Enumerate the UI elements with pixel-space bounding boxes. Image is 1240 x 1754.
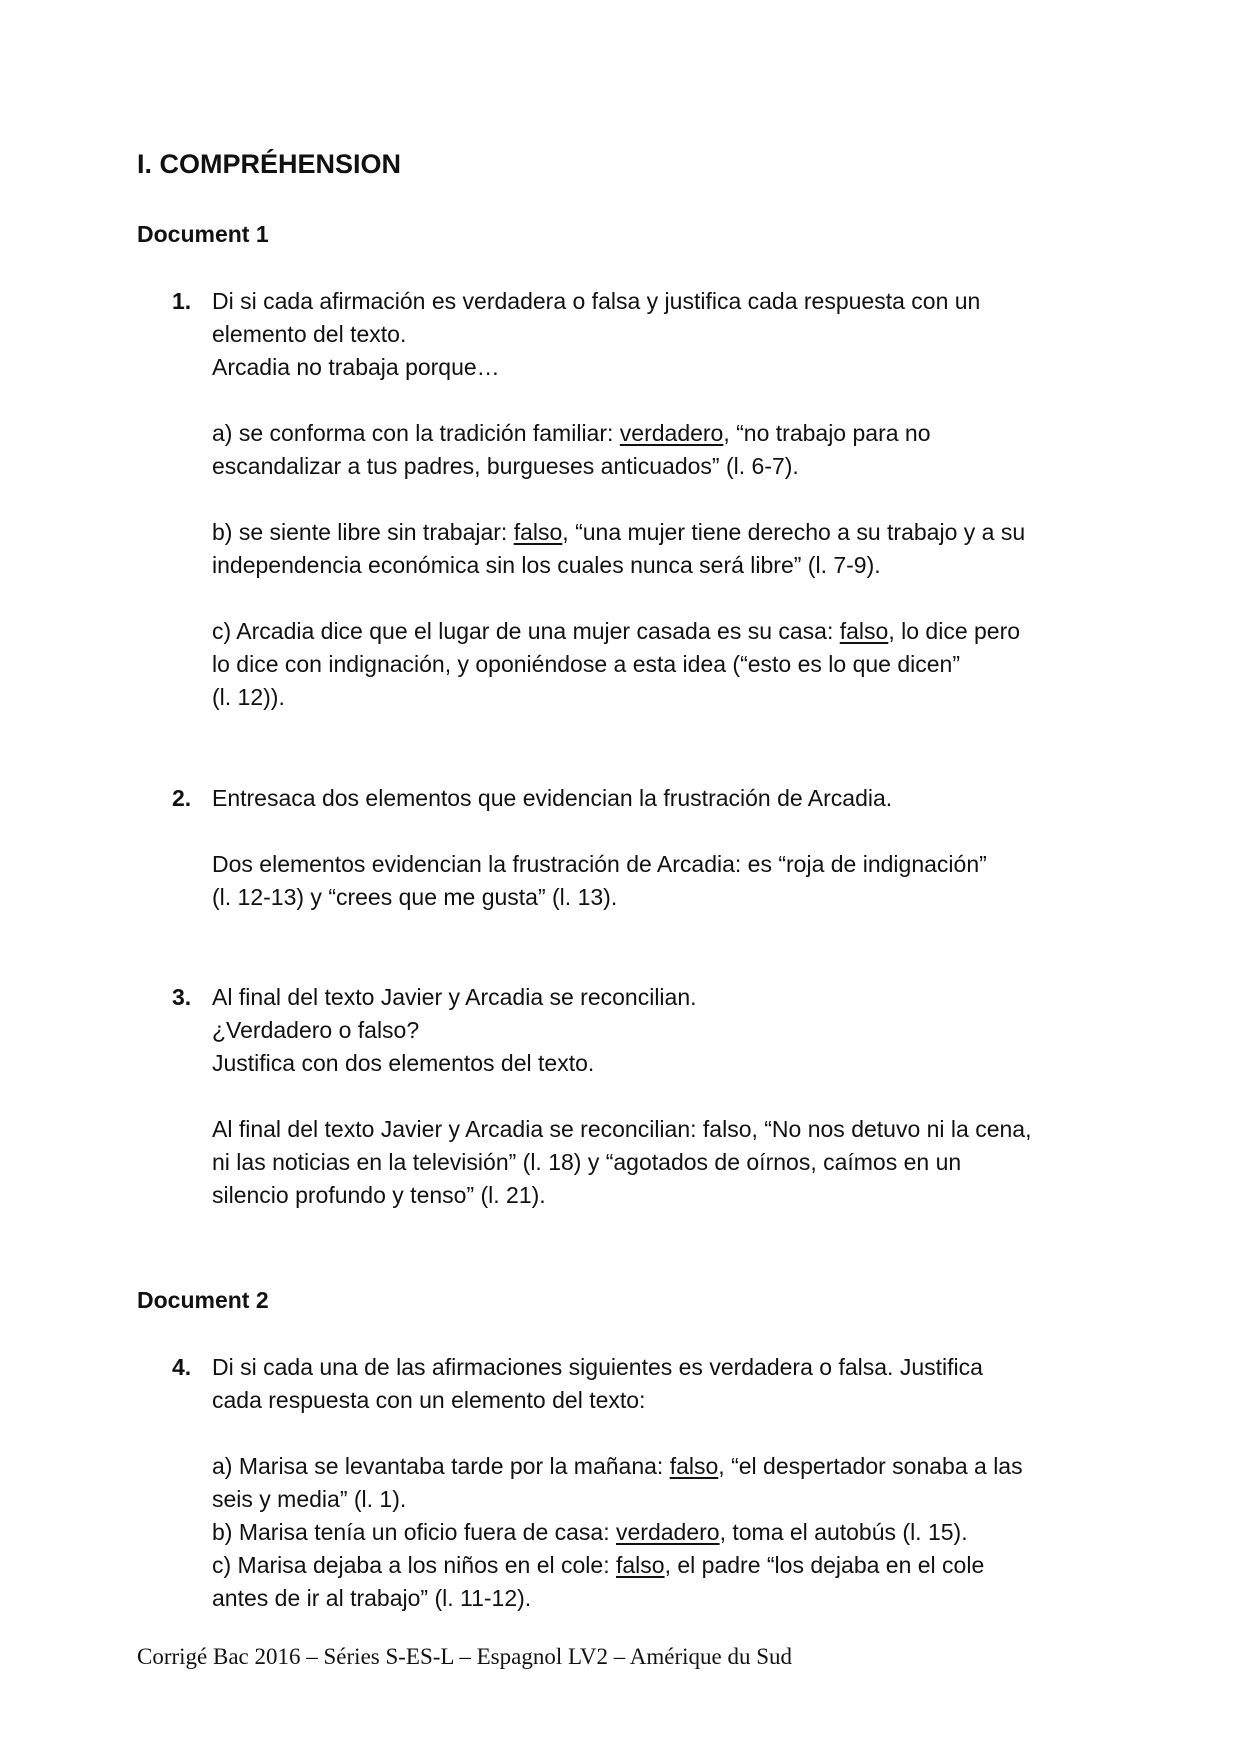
answer-line: escandalizar a tus padres, burgueses anticuados” (l. 6-7). — [212, 453, 799, 479]
verdict: verdadero — [616, 1519, 720, 1545]
answer-line: lo dice con indignación, y oponiéndose a esta idea (“esto es lo que dicen” — [212, 651, 960, 677]
answer-b: b) Marisa tenía un oficio fuera de casa: verdadero, toma el autobús (l. 15). — [212, 1519, 968, 1545]
prompt-line: elemento del texto. — [212, 321, 407, 347]
question-number: 1. — [172, 288, 192, 314]
document-1-heading: Document 1 — [137, 221, 269, 247]
answer-a: a) se conforma con la tradición familiar: verdadero, “no trabajo para no — [212, 420, 931, 446]
document-2-heading: Document 2 — [137, 1287, 269, 1313]
verdict: falso — [669, 1453, 719, 1479]
prompt-line: cada respuesta con un elemento del texto: — [212, 1387, 646, 1413]
prompt-line: Arcadia no trabaja porque… — [212, 354, 500, 380]
question-2 — [172, 782, 1132, 914]
question-4 — [172, 1351, 1132, 1615]
question-1 — [172, 285, 1132, 714]
answer-line: ni las noticias en la televisión” (l. 18) y “agotados de oírnos, caímos en un — [212, 1149, 962, 1175]
answer-b: b) se siente libre sin trabajar: falso, “una mujer tiene derecho a su trabajo y a su — [212, 519, 1026, 545]
section-title: I. COMPRÉHENSION — [137, 149, 402, 179]
verdict: verdadero — [619, 420, 724, 446]
verdict: falso — [616, 1552, 665, 1578]
prompt-line: Di si cada afirmación es verdadera o falsa y justifica cada respuesta con un — [212, 288, 981, 314]
question-body — [212, 1351, 1132, 1615]
answer-a: a) Marisa se levantaba tarde por la mañana: falso, “el despertador sonaba a las — [212, 1453, 1023, 1479]
question-body — [212, 782, 1132, 914]
answer-c: c) Marisa dejaba a los niños en el cole: falso, el padre “los dejaba en el cole — [212, 1552, 985, 1578]
answer-line: (l. 12-13) y “crees que me gusta” (l. 13). — [212, 884, 618, 910]
question-number: 4. — [172, 1354, 192, 1380]
question-number: 3. — [172, 984, 192, 1010]
answer-line: silencio profundo y tenso” (l. 21). — [212, 1182, 546, 1208]
prompt-line: Entresaca dos elementos que evidencian la frustración de Arcadia. — [212, 785, 893, 811]
question-3 — [172, 981, 1132, 1212]
prompt-line: Al final del texto Javier y Arcadia se reconcilian. — [212, 984, 697, 1010]
prompt-line: Justifica con dos elementos del texto. — [212, 1050, 595, 1076]
prompt-line: ¿Verdadero o falso? — [212, 1017, 420, 1043]
answer-line: seis y media” (l. 1). — [212, 1486, 407, 1512]
verdict: falso — [513, 519, 563, 545]
answer-line: (l. 12)). — [212, 684, 285, 710]
answer-line: independencia económica sin los cuales nunca será libre” (l. 7-9). — [212, 552, 881, 578]
question-body — [212, 285, 1132, 714]
question-body — [212, 981, 1132, 1212]
prompt-line: Di si cada una de las afirmaciones siguientes es verdadera o falsa. Justifica — [212, 1354, 983, 1380]
answer-line: antes de ir al trabajo” (l. 11-12). — [212, 1585, 532, 1611]
answer-c: c) Arcadia dice que el lugar de una mujer casada es su casa: falso, lo dice pero — [212, 618, 1021, 644]
answer-line: Al final del texto Javier y Arcadia se reconcilian: falso, “No nos detuvo ni la cena, — [212, 1116, 1032, 1142]
verdict: falso — [839, 618, 889, 644]
answer-line: Dos elementos evidencian la frustración de Arcadia: es “roja de indignación” — [212, 851, 987, 877]
page-footer: Corrigé Bac 2016 – Séries S-ES-L – Espagnol LV2 – Amérique du Sud — [137, 1644, 793, 1669]
question-number: 2. — [172, 785, 192, 811]
